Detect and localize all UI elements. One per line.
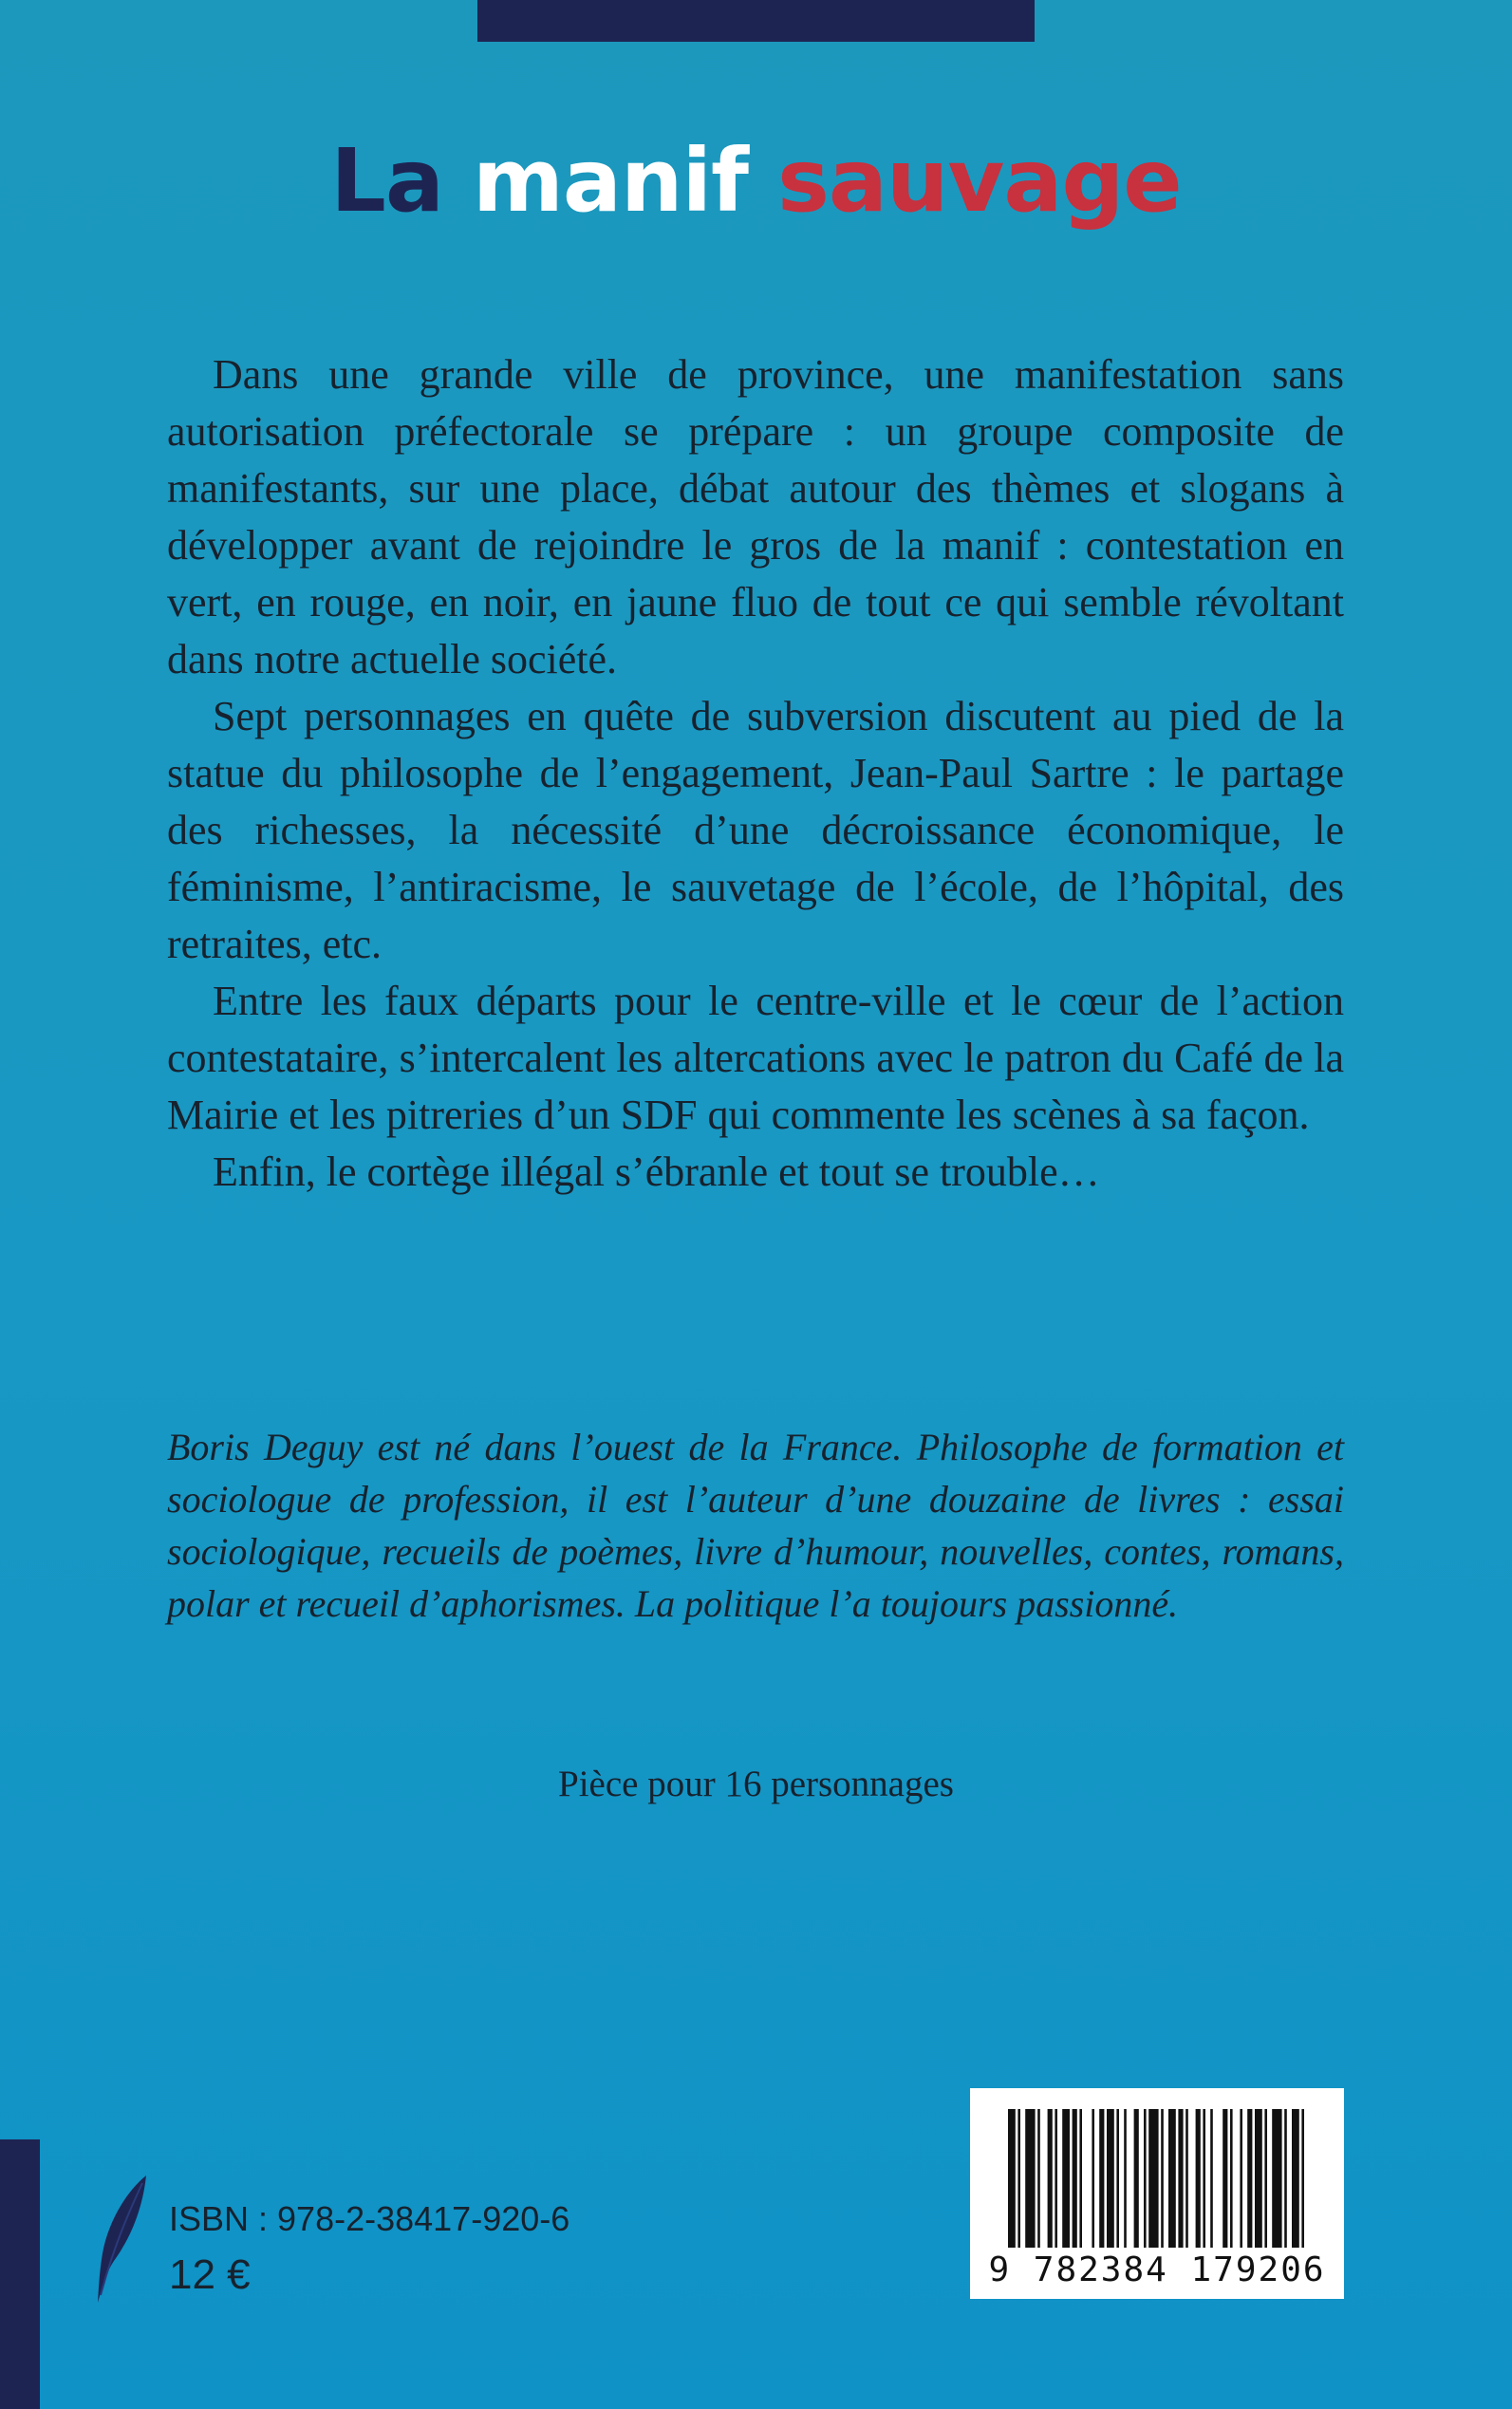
- barcode-bar: [1116, 2109, 1119, 2248]
- synopsis-paragraph: Enfin, le cortège illégal s’ébranle et tout se trouble…: [213, 1148, 1100, 1195]
- synopsis-paragraph: Entre les faux départs pour le centre-ville et le cœur de l’action contestataire, s’intercalent les altercations avec le patron du Café de la Mairie et les pitreries d’un SDF qui commente les scènes à sa façon.: [167, 978, 1344, 1138]
- barcode-bar: [1272, 2109, 1281, 2248]
- barcode-bar: [1240, 2109, 1242, 2248]
- barcode-bar: [1255, 2109, 1262, 2248]
- play-subtitle: Pièce pour 16 personnages: [558, 1764, 954, 1804]
- synopsis-paragraph: Dans une grande ville de province, une manifestation sans autorisation préfectorale se prépare : un groupe composite de manifestants, sur une place, débat autour des thèmes et slogans à développer avant de rejoindre le gros de la manif : contestation en vert, en rouge, en noir, en jaune fluo de tout ce qui semble révoltant dans notre actuelle société.: [167, 351, 1344, 682]
- barcode-bar: [1264, 2109, 1267, 2248]
- book-title: [0, 130, 1512, 232]
- title-part-sauvage: sauvage: [777, 130, 1182, 232]
- barcode-bar: [1037, 2109, 1040, 2248]
- barcode-bar: [1144, 2109, 1147, 2248]
- barcode-bar: [1134, 2109, 1139, 2248]
- barcode-bar: [1185, 2109, 1188, 2248]
- isbn-number: ISBN : 978-2-38417-920-6: [169, 2199, 570, 2238]
- author-bio: Boris Deguy est né dans l’ouest de la France. Philosophe de formation et sociologue de profession, il est l’auteur d’une douzaine de livres : essai sociologique, recueils de poèmes, livre d’humour, nouvelles, contes, romans, polar et recueil d’aphorismes. La politique l’a toujours passionné.: [167, 1426, 1344, 1625]
- barcode-bar: [1055, 2109, 1057, 2248]
- barcode-digits: 9 782384 179206: [988, 2250, 1326, 2289]
- barcode-bar: [1161, 2109, 1164, 2248]
- title-part-manif: manif: [473, 130, 749, 232]
- synopsis: [167, 346, 1344, 1201]
- barcode-bar: [1099, 2109, 1104, 2248]
- barcode-bar: [1301, 2109, 1304, 2248]
- barcode-bar: [1092, 2109, 1094, 2248]
- barcode-bar: [1223, 2109, 1227, 2248]
- barcode-bar: [1124, 2109, 1127, 2248]
- barcode-bar: [1178, 2109, 1183, 2248]
- side-decorative-band: [0, 2139, 40, 2409]
- barcode-bar: [1048, 2109, 1053, 2248]
- barcode-bar: [1196, 2109, 1201, 2248]
- book-price: 12 €: [169, 2251, 251, 2298]
- barcode-bar: [1168, 2109, 1176, 2248]
- top-decorative-band: [477, 0, 1035, 42]
- barcode-bar: [1148, 2109, 1158, 2248]
- barcode-bar: [1025, 2109, 1035, 2248]
- barcode-bar: [1230, 2109, 1233, 2248]
- synopsis-paragraph: Sept personnages en quête de subversion discutent au pied de la statue du philosophe de l’engagement, Jean-Paul Sartre : le partage des richesses, la nécessité d’une décroissance économique, le féminisme, l’antiracisme, le sauvetage de l’école, de l’hôpital, des retraites, etc.: [167, 693, 1344, 967]
- barcode-panel: [970, 2088, 1344, 2299]
- barcode-bar: [1079, 2109, 1082, 2248]
- barcode-bars: [1008, 2109, 1306, 2248]
- publisher-feather-icon: [93, 2174, 152, 2306]
- barcode-bar: [1008, 2109, 1016, 2248]
- barcode-bar: [1073, 2109, 1077, 2248]
- barcode-bar: [1062, 2109, 1070, 2248]
- barcode-bar: [1210, 2109, 1213, 2248]
- barcode-bar: [1107, 2109, 1114, 2248]
- barcode-bar: [1247, 2109, 1252, 2248]
- title-part-la: La: [330, 130, 443, 232]
- barcode-bar: [1292, 2109, 1299, 2248]
- barcode-bar: [1017, 2109, 1020, 2248]
- barcode-bar: [1203, 2109, 1205, 2248]
- barcode-bar: [1284, 2109, 1287, 2248]
